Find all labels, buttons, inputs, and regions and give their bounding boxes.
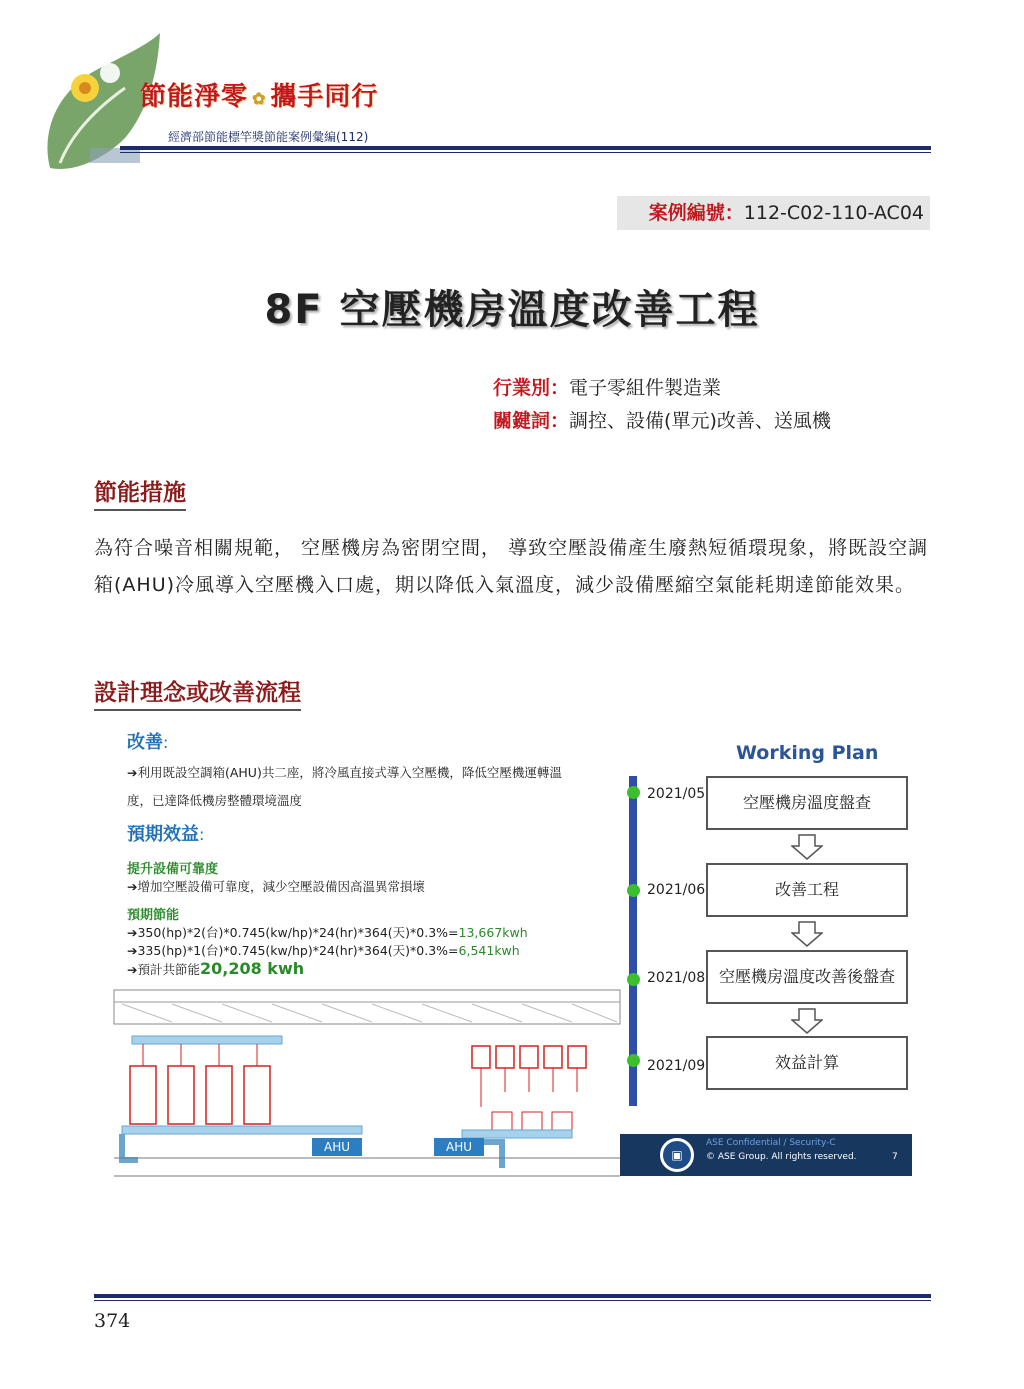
section-heading-measures: 節能措施 [94, 474, 186, 511]
header-rule-thin [120, 152, 931, 153]
case-number-value: 112-C02-110-AC04 [743, 202, 924, 224]
reliability-text: ➔增加空壓設備可靠度，減少空壓設備因高溫異常損壞 [127, 879, 425, 894]
slogan [140, 76, 378, 113]
plan-step-4: 效益計算 [706, 1036, 908, 1090]
working-plan-title: Working Plan [736, 742, 879, 764]
total-line [127, 960, 528, 979]
industry-value: 電子零組件製造業 [569, 377, 722, 399]
benefit-heading [127, 820, 204, 846]
floor-plan-drawing [112, 982, 622, 1178]
chip-logo-icon: ▣ [660, 1138, 694, 1172]
timeline-date-2: 2021/06 [647, 882, 706, 898]
improve-text [127, 762, 607, 812]
improve-heading-colon: : [163, 733, 169, 752]
timeline-date-1: 2021/05 [647, 786, 706, 802]
banner-copyright: © ASE Group. All rights reserved. [706, 1152, 857, 1162]
calc-line-2 [127, 942, 528, 960]
banner-page: 7 [892, 1152, 898, 1162]
benefit-heading-colon: : [199, 825, 205, 844]
industry-line [493, 373, 721, 403]
timeline-dot-1 [627, 786, 640, 799]
industry-label: 行業別 [493, 377, 551, 399]
down-arrow-icon [791, 834, 823, 860]
timeline-dot-2 [627, 884, 640, 897]
ahu-label-2: AHU [445, 1140, 472, 1154]
keywords-sep: ： [550, 410, 570, 432]
footer-rule-thin [94, 1300, 931, 1301]
banner-confidential: ASE Confidential / Security-C [706, 1138, 836, 1148]
header-rule [120, 146, 931, 150]
flower-icon: ✿ [252, 88, 267, 108]
timeline-date-4: 2021/09 [647, 1058, 706, 1074]
down-arrow-icon [791, 1008, 823, 1034]
plan-step-2: 改善工程 [706, 863, 908, 917]
total-value: 20,208 kwh [199, 959, 305, 978]
section-heading-design: 設計理念或改善流程 [94, 674, 301, 711]
calc1-result: 13,667kwh [458, 925, 528, 940]
total-label: ➔預計共節能 [127, 962, 200, 977]
ahu-label-1: AHU [323, 1140, 350, 1154]
slogan-right: 攜手同行 [270, 82, 379, 112]
saving-heading: 預期節能 [127, 908, 180, 923]
calc-line-1 [127, 924, 528, 942]
down-arrow-icon [791, 921, 823, 947]
timeline-date-3: 2021/08 [647, 970, 706, 986]
case-number-sep: ： [724, 202, 744, 224]
benefit-heading-text: 預期效益 [127, 824, 199, 845]
saving-calcs [127, 924, 528, 979]
improve-line-1: ➔利用既設空調箱(AHU)共二座，將冷風直接式導入空壓機，降低空壓機運轉溫 [127, 765, 562, 780]
plan-step-1: 空壓機房溫度盤查 [706, 776, 908, 830]
improve-line-2: 度，已達降低機房整體環境溫度 [127, 793, 303, 808]
header-subtitle: 經濟部節能標竿獎節能案例彙編(112) [168, 130, 369, 144]
keywords-value: 調控、設備(單元)改善、送風機 [569, 410, 831, 432]
keywords-line [493, 406, 831, 436]
calc2-expr: ➔335(hp)*1(台)*0.745(kw/hp)*24(hr)*364(天)*0.3%= [127, 943, 459, 958]
calc2-result: 6,541kwh [458, 943, 520, 958]
improve-heading-text: 改善 [127, 732, 163, 753]
measures-paragraph: 為符合噪音相關規範， 空壓機房為密閉空間， 導致空壓設備產生廢熱短循環現象，將既設空調箱(AHU)冷風導入空壓機入口處，期以降低入氣溫度，減少設備壓縮空氣能耗期達節能效果。 [94, 537, 929, 596]
confidential-banner [620, 1134, 912, 1176]
reliability-heading: 提升設備可靠度 [127, 862, 219, 877]
footer-rule [94, 1294, 931, 1298]
case-number [617, 196, 930, 230]
industry-sep: ： [550, 377, 570, 399]
page-number: 374 [94, 1310, 131, 1332]
improve-heading [127, 728, 168, 754]
page-title: 8F 空壓機房溫度改善工程 [264, 287, 760, 333]
slogan-left: 節能淨零 [140, 82, 249, 112]
timeline-dot-4 [627, 1054, 640, 1067]
case-number-label: 案例編號 [648, 202, 725, 224]
keywords-label: 關鍵詞 [493, 410, 551, 432]
timeline-dot-3 [627, 973, 640, 986]
improvement-figure [112, 720, 912, 1180]
calc1-expr: ➔350(hp)*2(台)*0.745(kw/hp)*24(hr)*364(天)*0.3%= [127, 925, 459, 940]
plan-step-3: 空壓機房溫度改善後盤查 [706, 950, 908, 1004]
